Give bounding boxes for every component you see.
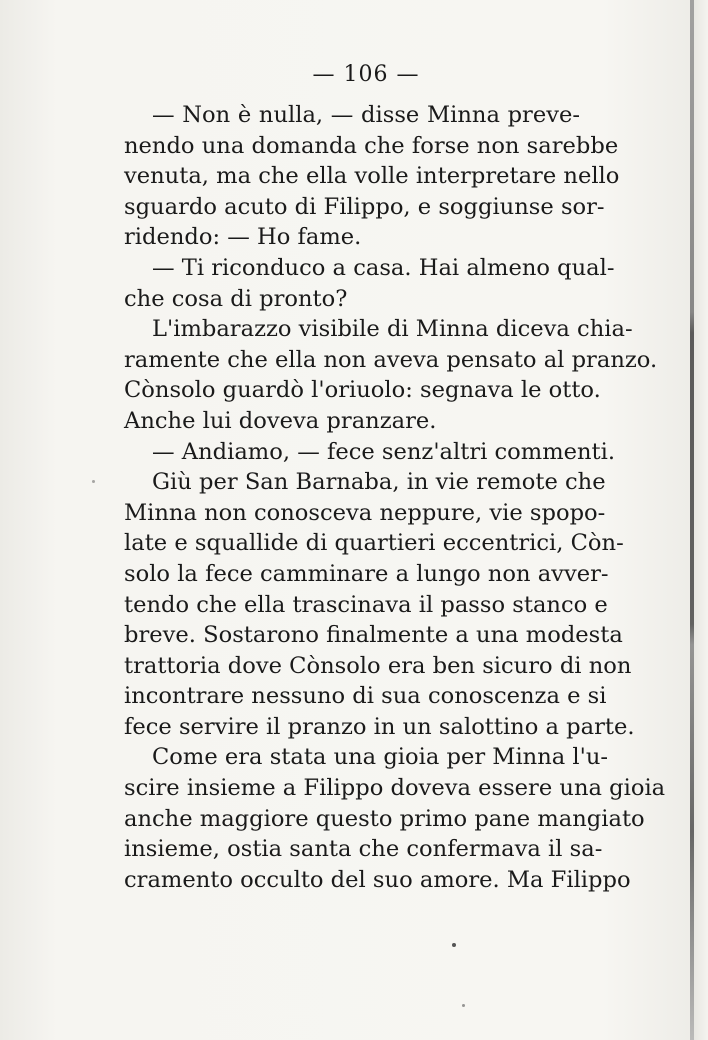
text-line: Cònsolo guardò l'oriuolo: segnava le otto. [124,377,601,404]
text-line: insieme, ostia santa che confermava il sa- [124,836,603,863]
text-line: Anche lui doveva pranzare. [124,407,437,434]
page-binding-edge [690,0,694,1040]
text-line: late e squallide di quartieri eccentrici, Còn- [124,530,624,557]
text-line: Come era stata una gioia per Minna l'u- [152,744,609,771]
text-line: sguardo acuto di Filippo, e soggiunse sor- [124,193,605,220]
text-line: nendo una domanda che forse non sarebbe [124,132,619,159]
paper-speck [92,480,95,483]
paragraph-1 [124,100,620,253]
text-line: cramento occulto del suo amore. Ma Filippo [124,866,631,893]
text-line: Minna non conosceva neppure, vie spopo- [124,499,606,526]
paragraph-6 [124,742,666,895]
paper-speck [462,1004,465,1007]
paragraph-5 [124,467,635,742]
text-line: L'imbarazzo visibile di Minna diceva chia- [152,316,633,343]
text-line: scire insieme a Filippo doveva essere una gioia [124,775,666,802]
paragraph-4 [124,437,616,468]
text-line: incontrare nessuno di sua conoscenza e si [124,683,607,710]
text-line: fece servire il pranzo in un salottino a parte. [124,713,635,740]
text-line: che cosa di pronto? [124,285,348,312]
paragraph-2 [124,253,615,314]
page-gutter-shadow [694,0,708,1040]
text-line: anche maggiore questo primo pane mangiato [124,805,645,832]
paragraph-3 [124,314,658,436]
text-line: venuta, ma che ella volle interpretare nello [124,163,620,190]
paper-speck [452,943,456,947]
text-line: ramente che ella non aveva pensato al pranzo. [124,346,658,373]
text-line: ridendo: — Ho fame. [124,224,362,251]
text-line: — Non è nulla, — disse Minna preve- [152,102,580,128]
text-line: trattoria dove Cònsolo era ben sicuro di non [124,652,632,679]
text-line: — Andiamo, — fece senz'altri commenti. [152,438,616,465]
text-line: — Ti riconduco a casa. Hai almeno qual- [152,254,615,281]
text-line: Giù per San Barnaba, in vie remote che [152,469,606,496]
text-line: tendo che ella trascinava il passo stanco e [124,591,608,618]
text-line: solo la fece camminare a lungo non avver- [124,560,609,587]
body-text [124,100,666,895]
page-number: — 106 — [312,62,420,87]
text-line: breve. Sostarono finalmente a una modesta [124,622,623,649]
